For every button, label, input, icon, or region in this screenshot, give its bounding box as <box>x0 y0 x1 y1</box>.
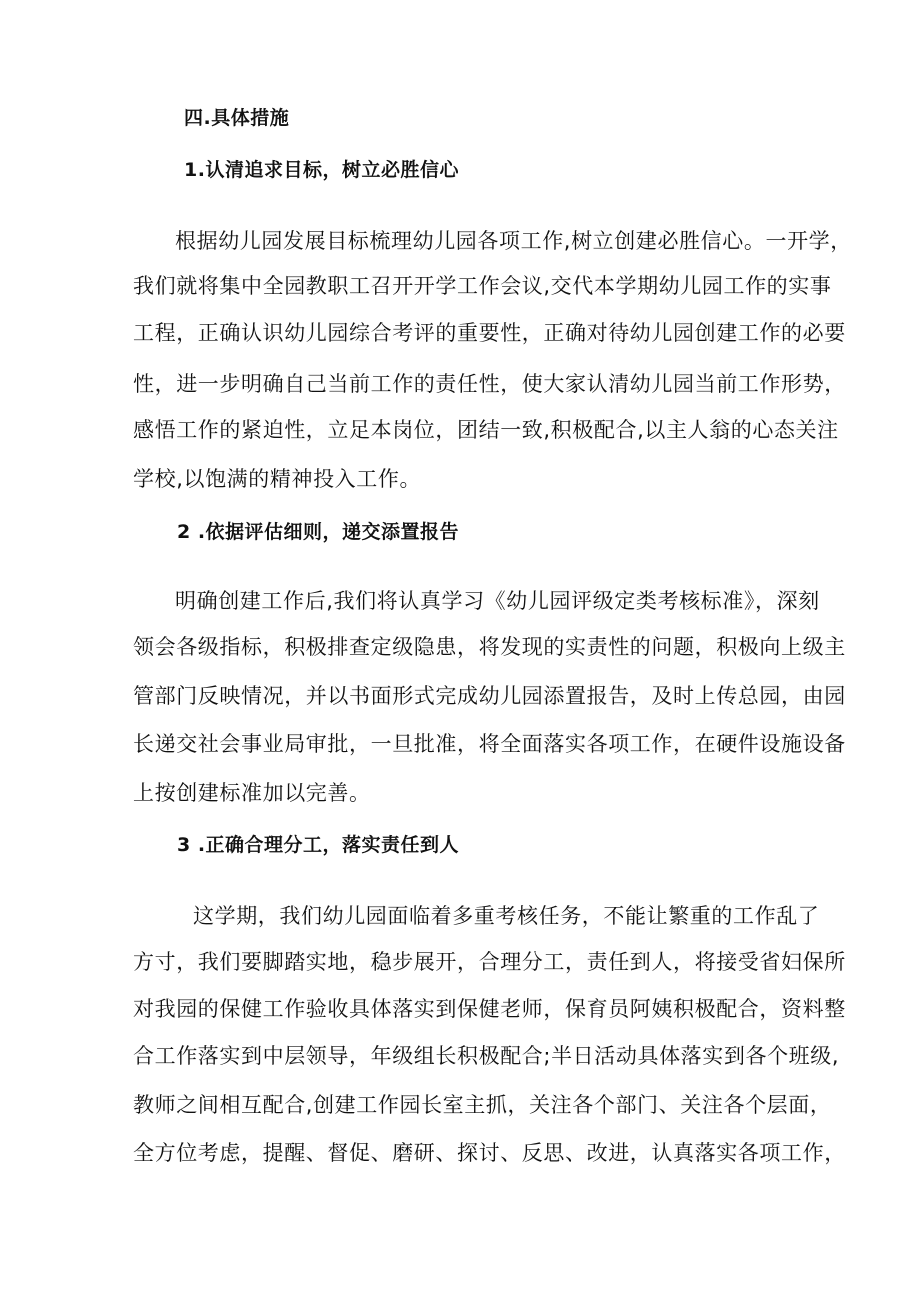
item-1-line-3: 工程，正确认识幼儿园综合考评的重要性，正确对待幼儿园创建工作的必要 <box>133 321 846 345</box>
item-3-line-4: 合工作落实到中层领导，年级组长积极配合;半日活动具体落实到各个班级, <box>133 1044 840 1068</box>
item-3-line-3: 对我园的保健工作验收具体落实到保健老师，保育员阿姨积极配合，资料整 <box>133 997 846 1021</box>
item-1-line-5: 感悟工作的紧迫性，立足本岗位，团结一致,积极配合,以主人翁的心态关注 <box>133 418 839 442</box>
item-1-line-1: 根据幼儿园发展目标梳理幼儿园各项工作,树立创建必胜信心。一开学， <box>175 229 852 253</box>
item-3-line-6: 全方位考虑，提醒、督促、磨研、探讨、反思、改进，认真落实各项工作， <box>133 1141 846 1165</box>
item-3-line-5: 教师之间相互配合,创建工作园长室主抓，关注各个部门、关注各个层面， <box>133 1093 832 1117</box>
item-2-heading: 2 .依据评估细则，递交添置报告 <box>177 521 460 543</box>
section-title: 四.具体措施 <box>184 107 290 129</box>
item-2-line-2: 领会各级指标，积极排查定级隐患，将发现的实责性的问题，积极向上级主 <box>133 635 846 659</box>
item-1-line-2: 我们就将集中全园教职工召开开学工作会议,交代本学期幼儿园工作的实事 <box>133 274 832 298</box>
item-2-line-3: 管部门反映情况，并以书面形式完成幼儿园添置报告，及时上传总园，由园 <box>133 684 846 708</box>
item-2-line-5: 上按创建标准加以完善。 <box>133 781 371 805</box>
item-3-heading: 3 .正确合理分工，落实责任到人 <box>177 834 460 856</box>
item-1-line-6: 学校,以饱满的精神投入工作。 <box>133 467 422 491</box>
item-3-line-1: 这学期，我们幼儿园面临着多重考核任务，不能让繁重的工作乱了 <box>193 904 820 928</box>
item-2-line-4: 长递交社会事业局审批，一旦批准，将全面落实各项工作，在硬件设施设备 <box>133 732 846 756</box>
item-2-line-1: 明确创建工作后,我们将认真学习《幼儿园评级定类考核标准》，深刻 <box>175 589 820 613</box>
item-3-line-2: 方寸，我们要脚踏实地，稳步展开，合理分工，责任到人，将接受省妇保所 <box>133 950 846 974</box>
item-1-heading: 1.认清追求目标，树立必胜信心 <box>184 159 459 181</box>
item-1-line-4: 性，进一步明确自己当前工作的责任性，使大家认清幼儿园当前工作形势， <box>133 372 846 396</box>
